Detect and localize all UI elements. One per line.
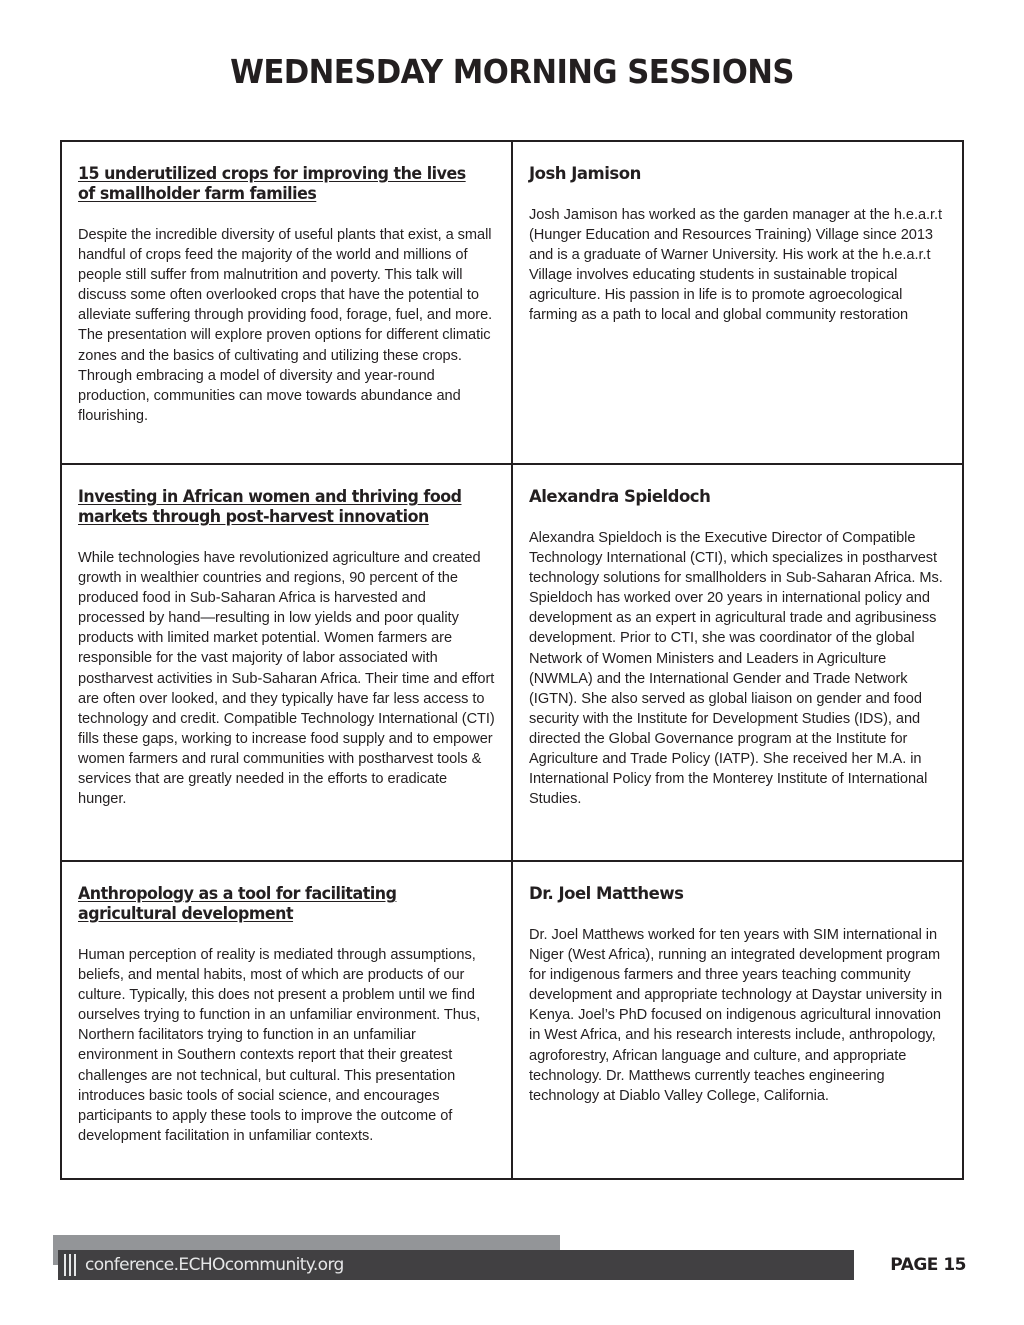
- session-title-line: Anthropology as a tool for facilitating: [78, 884, 397, 903]
- speaker-cell: [513, 465, 964, 862]
- footer-url-link[interactable]: conference.ECHOcommunity.org: [85, 1255, 344, 1275]
- session-title-line: markets through post-harvest innovation: [78, 507, 429, 526]
- speaker-cell: [513, 142, 964, 465]
- session-title-line: 15 underutilized crops for improving the lives: [78, 164, 466, 183]
- session-title-line: of smallholder farm families: [78, 184, 317, 203]
- speaker-bio: Dr. Joel Matthews worked for ten years with SIM international in Niger (West Africa), running an integrated development program for indigenous farmers and three years teaching community development and appropriate technology at Daystar university in Kenya. Joel’s PhD focused on indigenous agricultural innovation in West Africa, and his research interests include, anthropology, agroforestry, African language and culture, and appropriate technology. Dr. Matthews currently teaches engineering technology at Diablo Valley College, California.: [529, 927, 943, 1104]
- speaker-bio: Alexandra Spieldoch is the Executive Director of Compatible Technology International (CTI), which specializes in postharvest technology solutions for smallholders in Sub-Saharan Africa. Ms. Spieldoch has worked over 20 years in international policy and development as an expert in agricultural trade and agribusiness development. Prior to CTI, she was coordinator of the global Network of Women Ministers and Leaders in Agriculture (NWMLA) and the International Gender and Trade Network (IGTN). She also served as global liaison on gender and food security with the Institute for Development Studies (IDS), and directed the Global Governance program at the Institute for Agriculture and Trade Policy (IATP). She received her M.A. in International Policy from the Monterey Institute of International Studies.: [529, 530, 943, 808]
- speaker-name: Dr. Joel Matthews: [529, 884, 684, 903]
- speaker-cell: [513, 862, 964, 1178]
- page-number: PAGE 15: [890, 1255, 966, 1275]
- speaker-name: Alexandra Spieldoch: [529, 487, 711, 506]
- session-title: [78, 884, 478, 924]
- footer-bar: [58, 1250, 854, 1280]
- session-cell: [62, 862, 513, 1178]
- speaker-bio: Josh Jamison has worked as the garden manager at the h.e.a.r.t (Hunger Education and Resources Training) Village since 2013 and is a graduate of Warner University. His work at the h.e.a.r.t Village involves educating students in sustainable tropical agriculture. His passion in life is to promote agroecological farming as a path to local and global community restoration: [529, 207, 943, 324]
- session-cell: [62, 465, 513, 862]
- session-description: While technologies have revolutionized agriculture and created growth in wealthier countries and regions, 90 percent of the produced food in Sub-Saharan Africa is harvested and processed by hand—resulting in low yields and poor quality products with limited market potential. Women farmers are responsible for the vast majority of labor associated with postharvest activities in Sub-Saharan Africa. Their time and effort are often over looked, and they typically have far less access to technology and credit. Compatible Technology International (CTI) fills these gaps, working to increase food supply and to empower women farmers and rural communities with postharvest tools & services that are greatly needed in the efforts to eradicate hunger.: [78, 550, 495, 808]
- session-title-line: Investing in African women and thriving food: [78, 487, 462, 506]
- session-description: Human perception of reality is mediated through assumptions, beliefs, and mental habits, most of which are products of our culture. Typically, this does not present a problem until we find ourselves trying to function in an unfamiliar environment. Thus, Northern facilitators trying to function in an unfamiliar environment in Southern contexts report that their greatest challenges are not technical, but cultural. This presentation introduces basic tools of social science, and encourages participants to apply these tools to improve the outcome of development facilitation in unfamiliar contexts.: [78, 947, 481, 1144]
- vertical-bars-icon: [64, 1254, 76, 1276]
- session-description: Despite the incredible diversity of useful plants that exist, a small handful of crops feed the majority of the world and millions of people still suffer from malnutrition and poverty. This talk will discuss some often overlooked crops that have the potential to alleviate suffering through providing food, forage, fuel, and more. The presentation will explore proven options for different climatic zones and the basics of cultivating and utilizing these crops. Through embracing a model of diversity and year-round production, communities can move towards abundance and flourishing.: [78, 227, 493, 424]
- session-cell: [62, 142, 513, 465]
- session-title: [78, 164, 478, 204]
- session-title-line: agricultural development: [78, 904, 294, 923]
- speaker-name: Josh Jamison: [529, 164, 641, 183]
- session-title: [78, 487, 478, 527]
- page-title: WEDNESDAY MORNING SESSIONS: [230, 52, 794, 91]
- sessions-table: [60, 140, 964, 1180]
